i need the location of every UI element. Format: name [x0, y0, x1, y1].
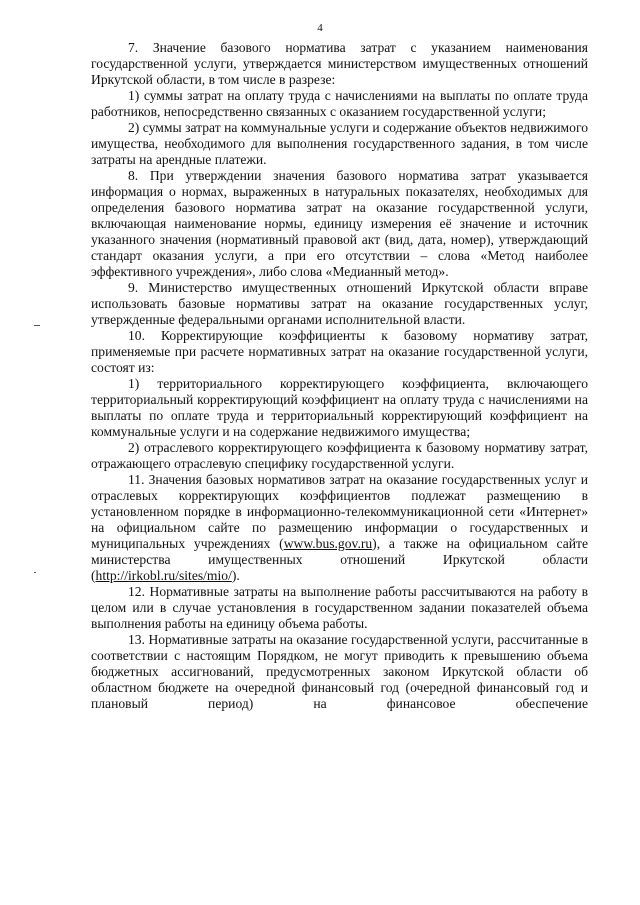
- page-number: 4: [317, 22, 323, 34]
- scan-mark-dash: [34, 325, 40, 326]
- document-body: [91, 40, 588, 712]
- paragraph-7-item-1: 1) суммы затрат на оплату труда с начислениями на выплаты по оплате труда работников, непосредственно связанных с оказанием государственной услуги;: [91, 88, 588, 119]
- paragraph-13: 13. Нормативные затраты на оказание государственной услуги, рассчитанные в соответствии с настоящим Порядком, не могут приводить к превышению объема бюджетных ассигнований, предусмотренных законом Иркутской области об областном бюджете на очередной финансовый год (очередной финансовый год и плановый период) на финансовое обеспечение: [91, 632, 588, 711]
- paragraph-9: 9. Министерство имущественных отношений Иркутской области вправе использовать базовые нормативы затрат на оказание государственных услуг, утвержденные федеральными органами исполнительной власти.: [91, 280, 588, 327]
- paragraph-10: 10. Корректирующие коэффициенты к базовому нормативу затрат, применяемые при расчете нормативных затрат на оказание государственной услуги, состоят из:: [91, 328, 588, 375]
- paragraph-7-item-2: 2) суммы затрат на коммунальные услуги и содержание объектов недвижимого имущества, необходимого для выполнения государственного задания, в том числе затраты на арендные платежи.: [91, 120, 588, 167]
- paragraph-7: 7. Значение базового норматива затрат с указанием наименования государственной услуги, утверждается министерством имущественных отношений Иркутской области, в том числе в разрезе:: [91, 40, 588, 87]
- paragraph-11-text-a: 11. Значения базовых нормативов затрат на оказание государственных услуг и отраслевых корректирующих коэффициентов подлежат размещению в установленном порядке в информационно-телекоммуникационной сети «Интернет» на официальном сайте по размещению информации о государственных и муниципальных учреждениях (: [91, 472, 588, 551]
- paragraph-11-text-c: ).: [231, 568, 240, 583]
- irkobl-link[interactable]: http://irkobl.ru/sites/mio/: [95, 568, 232, 583]
- bus-gov-link[interactable]: www.bus.gov.ru: [283, 536, 373, 551]
- paragraph-8: 8. При утверждении значения базового норматива затрат указывается информация о нормах, выраженных в натуральных показателях, необходимых для определения базового норматива затрат на оказание государственной услуги, включающая наименование нормы, единицу измерения её значение и источник указанного значения (нормативный правовой акт (вид, дата, номер), утверждающий стандарт оказания услуги, а при его отсутствии – слова «Метод наиболее эффективного учреждения», либо слова «Медианный метод».: [91, 168, 588, 279]
- paragraph-10-item-2: 2) отраслевого корректирующего коэффициента к базовому нормативу затрат, отражающего отраслевую специфику государственной услуги.: [91, 440, 588, 471]
- paragraph-10-item-1: 1) территориального корректирующего коэффициента, включающего территориальный корректирующий коэффициент на оплату труда с начислениями на выплаты по оплате труда и территориальный корректирующий коэффициент на коммунальные услуги и на содержание недвижимого имущества;: [91, 376, 588, 439]
- paragraph-11-text-b: ), а также на официальном сайте министерства имущественных отношений Иркутской области (: [91, 536, 588, 583]
- scan-mark-dot: [34, 572, 36, 573]
- paragraph-11: [91, 472, 588, 584]
- paragraph-12: 12. Нормативные затраты на выполнение работы рассчитываются на работу в целом или в случае установления в государственном задании показателей объема выполнения работы на единицу объема работы.: [91, 584, 588, 631]
